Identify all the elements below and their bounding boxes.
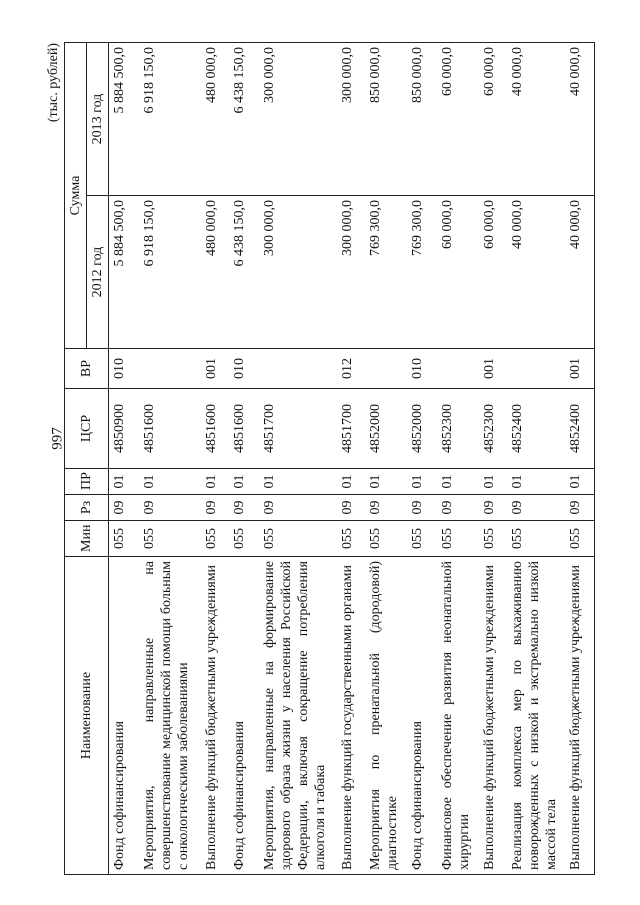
row-pr: 01 [259, 469, 337, 495]
row-vr: 001 [479, 349, 507, 389]
row-sum-2013: 6 438 150,0 [229, 43, 259, 196]
row-pr: 01 [365, 469, 407, 495]
header-min: Мин [65, 521, 109, 557]
row-pr: 01 [201, 469, 229, 495]
table-row [201, 43, 229, 875]
row-sum-2012: 6 438 150,0 [229, 196, 259, 349]
header-name: Наименование [65, 557, 109, 875]
row-sum-2012: 40 000,0 [507, 196, 565, 349]
row-sum-2013: 5 884 500,0 [109, 43, 139, 196]
table-row [139, 43, 201, 875]
row-vr: 012 [337, 349, 365, 389]
page-number: 997 [49, 427, 66, 450]
row-rz: 09 [565, 495, 595, 521]
row-name: Выполнение функций государственными органами [337, 557, 365, 875]
header-year-2012: 2012 год [87, 196, 109, 349]
row-pr: 01 [407, 469, 437, 495]
row-sum-2013: 300 000,0 [259, 43, 337, 196]
row-csr: 4852400 [507, 389, 565, 469]
row-name: Мероприятия по пренатальной (дородовой) диагностике [365, 557, 407, 875]
table-row [229, 43, 259, 875]
row-sum-2013: 40 000,0 [507, 43, 565, 196]
row-sum-2012: 60 000,0 [479, 196, 507, 349]
row-csr: 4850900 [109, 389, 139, 469]
row-name: Реализация комплекса мер по выхаживанию новорожденных с низкой и экстремально низкой массой тела [507, 557, 565, 875]
row-sum-2012: 300 000,0 [259, 196, 337, 349]
row-sum-2012: 40 000,0 [565, 196, 595, 349]
row-vr [507, 349, 565, 389]
row-min: 055 [565, 521, 595, 557]
table-row [337, 43, 365, 875]
row-csr: 4852000 [407, 389, 437, 469]
row-vr: 010 [109, 349, 139, 389]
row-vr: 010 [407, 349, 437, 389]
row-sum-2013: 60 000,0 [437, 43, 479, 196]
row-sum-2013: 40 000,0 [565, 43, 595, 196]
row-rz: 09 [479, 495, 507, 521]
row-rz: 09 [201, 495, 229, 521]
row-pr: 01 [229, 469, 259, 495]
row-min: 055 [407, 521, 437, 557]
row-pr: 01 [437, 469, 479, 495]
row-rz: 09 [139, 495, 201, 521]
row-sum-2012: 769 300,0 [365, 196, 407, 349]
row-sum-2012: 6 918 150,0 [139, 196, 201, 349]
header-pr: ПР [65, 469, 109, 495]
row-name: Выполнение функций бюджетными учреждениями [479, 557, 507, 875]
row-csr: 4851600 [201, 389, 229, 469]
row-min: 055 [365, 521, 407, 557]
row-csr: 4851700 [337, 389, 365, 469]
row-name: Выполнение функций бюджетными учреждениями [201, 557, 229, 875]
row-vr: 010 [229, 349, 259, 389]
row-pr: 01 [139, 469, 201, 495]
row-sum-2013: 480 000,0 [201, 43, 229, 196]
row-min: 055 [229, 521, 259, 557]
table-row [259, 43, 337, 875]
row-csr: 4852300 [479, 389, 507, 469]
row-pr: 01 [109, 469, 139, 495]
row-min: 055 [139, 521, 201, 557]
header-csr: ЦСР [65, 389, 109, 469]
row-sum-2012: 769 300,0 [407, 196, 437, 349]
row-sum-2012: 300 000,0 [337, 196, 365, 349]
row-min: 055 [201, 521, 229, 557]
table-body [109, 43, 595, 875]
row-rz: 09 [109, 495, 139, 521]
row-vr: 001 [565, 349, 595, 389]
row-vr: 001 [201, 349, 229, 389]
row-vr [437, 349, 479, 389]
row-rz: 09 [365, 495, 407, 521]
row-name: Фонд софинансирования [229, 557, 259, 875]
row-rz: 09 [229, 495, 259, 521]
row-min: 055 [337, 521, 365, 557]
row-vr [365, 349, 407, 389]
header-sum: Сумма [65, 43, 87, 349]
row-sum-2013: 850 000,0 [407, 43, 437, 196]
row-csr: 4851700 [259, 389, 337, 469]
header-rz: Рз [65, 495, 109, 521]
row-sum-2012: 5 884 500,0 [109, 196, 139, 349]
row-pr: 01 [479, 469, 507, 495]
row-sum-2012: 480 000,0 [201, 196, 229, 349]
row-rz: 09 [337, 495, 365, 521]
row-min: 055 [437, 521, 479, 557]
table-row [407, 43, 437, 875]
row-csr: 4852000 [365, 389, 407, 469]
header-year-2013: 2013 год [87, 43, 109, 196]
row-name: Фонд софинансирования [407, 557, 437, 875]
row-name: Мероприятия, направленные на формирование здорового образа жизни у населения Российской Федерации, включая сокращение потребления алкоголя и табака [259, 557, 337, 875]
row-min: 055 [507, 521, 565, 557]
row-sum-2012: 60 000,0 [437, 196, 479, 349]
table-row [479, 43, 507, 875]
row-csr: 4852300 [437, 389, 479, 469]
row-pr: 01 [507, 469, 565, 495]
row-sum-2013: 850 000,0 [365, 43, 407, 196]
row-rz: 09 [259, 495, 337, 521]
table-row [109, 43, 139, 875]
row-rz: 09 [407, 495, 437, 521]
row-vr [139, 349, 201, 389]
unit-label: (тыс. рублей) [46, 43, 61, 123]
row-rz: 09 [507, 495, 565, 521]
row-name: Выполнение функций бюджетными учреждениями [565, 557, 595, 875]
row-csr: 4852400 [565, 389, 595, 469]
row-rz: 09 [437, 495, 479, 521]
budget-table [64, 42, 595, 875]
row-sum-2013: 300 000,0 [337, 43, 365, 196]
row-name: Финансовое обеспечение развития неонатальной хирургии [437, 557, 479, 875]
row-sum-2013: 60 000,0 [479, 43, 507, 196]
table-row [507, 43, 565, 875]
table-row [365, 43, 407, 875]
row-vr [259, 349, 337, 389]
row-pr: 01 [565, 469, 595, 495]
row-csr: 4851600 [139, 389, 201, 469]
row-csr: 4851600 [229, 389, 259, 469]
row-name: Мероприятия, направленные на совершенствование медицинской помощи больным с онкологическими заболеваниями [139, 557, 201, 875]
row-min: 055 [259, 521, 337, 557]
header-vr: ВР [65, 349, 109, 389]
row-name: Фонд софинансирования [109, 557, 139, 875]
row-pr: 01 [337, 469, 365, 495]
table-row [565, 43, 595, 875]
row-sum-2013: 6 918 150,0 [139, 43, 201, 196]
row-min: 055 [109, 521, 139, 557]
row-min: 055 [479, 521, 507, 557]
table-row [437, 43, 479, 875]
